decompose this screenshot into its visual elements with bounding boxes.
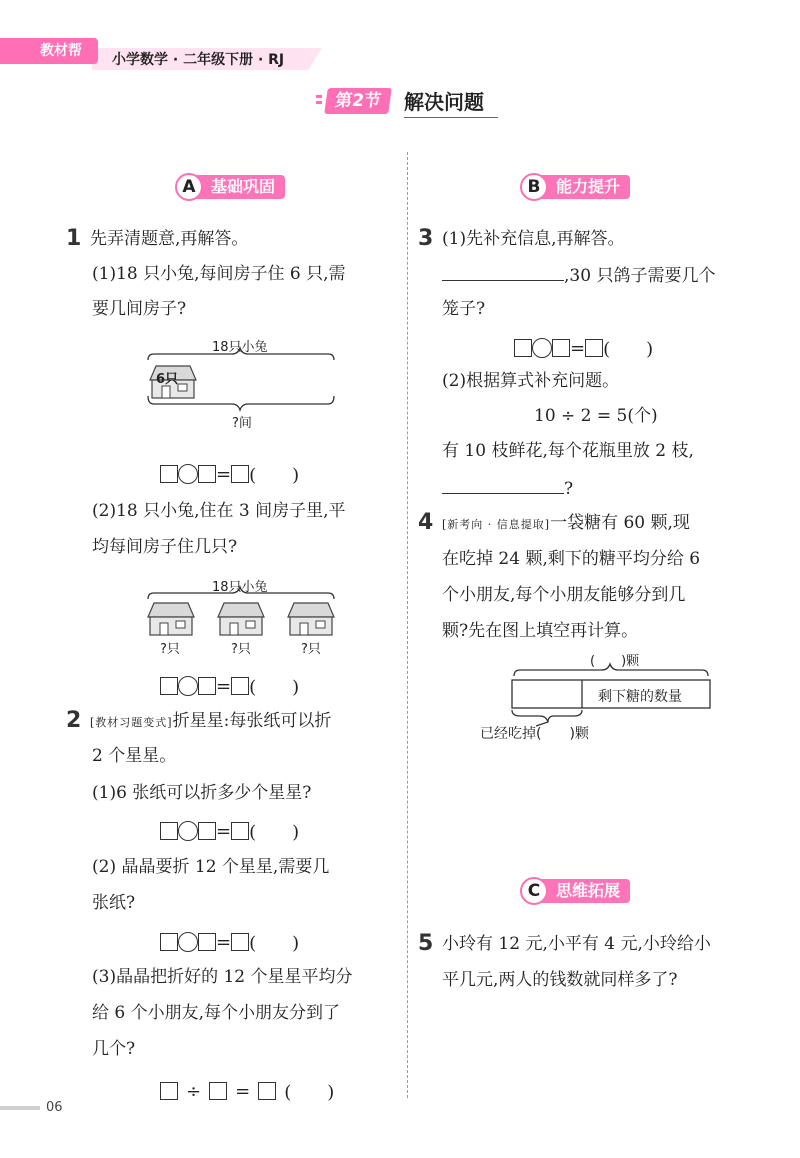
q1-p1-line1: (1)18 只小兔,每间房子住 6 只,需 xyxy=(92,264,346,284)
unit-paren[interactable]: ( ) xyxy=(249,465,300,486)
q2-p1-answer-template[interactable] xyxy=(160,818,299,844)
q3-line7-end: ? xyxy=(564,479,574,499)
q1-p2-line2: 均每间房子住几只? xyxy=(92,537,238,557)
q1-p2-answer-template[interactable] xyxy=(160,673,299,699)
q3-line2 xyxy=(442,263,715,287)
answer-box[interactable] xyxy=(231,677,249,695)
house-icon xyxy=(288,603,334,635)
q1-fig1-house-label: 6只 xyxy=(156,372,179,387)
answer-box[interactable] xyxy=(160,1082,178,1100)
q2-p3-line3: 几个? xyxy=(92,1039,136,1059)
answer-box[interactable] xyxy=(209,1082,227,1100)
q4-line2: 在吃掉 24 颗,剩下的糖平均分给 6 xyxy=(442,549,701,569)
q2-line1 xyxy=(90,710,331,734)
q1-fig2-top-label: 18只小兔 xyxy=(212,580,268,595)
part-b-heading xyxy=(520,172,645,202)
equals-sign: = xyxy=(235,1080,251,1102)
q1-fig2-label: ?只 xyxy=(231,642,251,657)
q3-equation: 10 ÷ 2 = 5(个) xyxy=(534,406,658,426)
q5-line2: 平几元,两人的钱数就同样多了? xyxy=(442,970,678,990)
section-badge: 第2节 xyxy=(324,88,392,114)
answer-box[interactable] xyxy=(514,339,532,357)
q1-fig1-bottom-label: ?间 xyxy=(232,416,252,431)
q4-fig-top-label: ( )颗 xyxy=(590,654,640,669)
q1-fig2-label: ?只 xyxy=(301,642,321,657)
section-title: 解决问题 xyxy=(404,86,498,118)
q3-line7 xyxy=(442,476,573,500)
answer-box[interactable] xyxy=(231,465,249,483)
q4-fig-right-label: 剩下糖的数量 xyxy=(598,689,682,705)
q1-p1-answer-template[interactable] xyxy=(160,461,299,487)
footer-bar xyxy=(0,1106,40,1110)
q4-line4: 颗?先在图上填空再计算。 xyxy=(442,621,639,641)
q1-fig2-label: ?只 xyxy=(160,642,180,657)
q4-line1 xyxy=(442,512,690,536)
q1-fig1-top-label: 18只小兔 xyxy=(212,340,268,355)
operator-circle[interactable] xyxy=(178,821,198,841)
q2-line1-text: 折星星:每张纸可以折 xyxy=(172,711,332,731)
q1-p1-line2: 要几间房子? xyxy=(92,299,187,319)
q2-p1: (1)6 张纸可以折多少个星星? xyxy=(92,783,312,803)
part-b-letter: B xyxy=(520,173,548,201)
answer-box[interactable] xyxy=(160,677,178,695)
part-a-title: 基础巩固 xyxy=(189,175,285,199)
q3-fill-blank-1[interactable] xyxy=(442,263,564,281)
answer-box[interactable] xyxy=(160,465,178,483)
q3-line6: 有 10 枝鲜花,每个花瓶里放 2 枝, xyxy=(442,441,694,461)
equals-sign: = xyxy=(216,463,232,485)
answer-box[interactable] xyxy=(585,339,603,357)
part-c-letter: C xyxy=(520,877,548,905)
unit-paren[interactable]: ( ) xyxy=(249,933,300,954)
answer-box[interactable] xyxy=(258,1082,276,1100)
answer-box[interactable] xyxy=(231,933,249,951)
q2-p3-answer-template[interactable] xyxy=(160,1078,334,1104)
q3-line2-text: ,30 只鸽子需要几个 xyxy=(564,266,716,286)
q1-p2-line1: (2)18 只小兔,住在 3 间房子里,平 xyxy=(92,501,346,521)
q1-intro: 先弄清题意,再解答。 xyxy=(90,229,249,249)
answer-box[interactable] xyxy=(198,822,216,840)
answer-box[interactable] xyxy=(552,339,570,357)
part-c-heading xyxy=(520,876,645,906)
operator-circle[interactable] xyxy=(178,676,198,696)
operator-circle[interactable] xyxy=(532,338,552,358)
part-c-title: 思维拓展 xyxy=(534,879,630,903)
unit-paren[interactable]: ( ) xyxy=(249,677,300,698)
q4-line1-text: 一袋糖有 60 颗,现 xyxy=(550,513,690,533)
house-icon xyxy=(218,603,264,635)
q2-tag: [教材习题变式] xyxy=(90,716,173,729)
q3-fill-blank-2[interactable] xyxy=(442,476,564,494)
header-badge: 教材帮 xyxy=(0,38,98,64)
answer-box[interactable] xyxy=(160,822,178,840)
part-a-letter: A xyxy=(175,173,203,201)
answer-box[interactable] xyxy=(198,465,216,483)
q3-line3: 笼子? xyxy=(442,299,486,319)
equals-sign: = xyxy=(216,675,232,697)
unit-paren[interactable]: ( ) xyxy=(603,339,654,360)
part-a-heading xyxy=(175,172,300,202)
q2-line2: 2 个星星。 xyxy=(92,746,177,766)
answer-box[interactable] xyxy=(231,822,249,840)
q4-tag: [新考向 · 信息提取] xyxy=(442,518,551,531)
division-sign: ÷ xyxy=(186,1080,202,1102)
q4-fig-bottom-label: 已经吃掉( )颗 xyxy=(480,726,589,742)
q2-p2-line2: 张纸? xyxy=(92,893,136,913)
q4-line3: 个小朋友,每个小朋友能够分到几 xyxy=(442,585,686,605)
answer-box[interactable] xyxy=(198,933,216,951)
q2-p3-line2: 给 6 个小朋友,每个小朋友分到了 xyxy=(92,1003,341,1023)
q4-number: 4 xyxy=(418,510,434,535)
q2-p2-line1: (2) 晶晶要折 12 个星星,需要几 xyxy=(92,857,330,877)
unit-paren[interactable]: ( ) xyxy=(284,1082,335,1103)
q3-answer-template[interactable] xyxy=(514,335,653,361)
operator-circle[interactable] xyxy=(178,464,198,484)
answer-box[interactable] xyxy=(160,933,178,951)
q5-number: 5 xyxy=(418,931,434,956)
equals-sign: = xyxy=(216,820,232,842)
q2-p2-answer-template[interactable] xyxy=(160,929,299,955)
q1-number: 1 xyxy=(66,226,82,251)
q5-line1: 小玲有 12 元,小平有 4 元,小玲给小 xyxy=(442,934,711,954)
equals-sign: = xyxy=(570,337,586,359)
q3-number: 3 xyxy=(418,226,434,251)
page-number: 06 xyxy=(46,1100,63,1115)
q3-p2: (2)根据算式补充问题。 xyxy=(442,371,620,391)
book-title: 小学数学 · 二年级下册 · RJ xyxy=(112,52,285,68)
answer-box[interactable] xyxy=(198,677,216,695)
q3-p1: (1)先补充信息,再解答。 xyxy=(442,229,625,249)
part-b-title: 能力提升 xyxy=(534,175,630,199)
unit-paren[interactable]: ( ) xyxy=(249,822,300,843)
house-icon xyxy=(148,603,194,635)
operator-circle[interactable] xyxy=(178,932,198,952)
equals-sign: = xyxy=(216,931,232,953)
column-divider xyxy=(407,152,408,1098)
section-decoration xyxy=(316,95,322,109)
q2-p3-line1: (3)晶晶把折好的 12 个星星平均分 xyxy=(92,967,353,987)
q2-number: 2 xyxy=(66,708,82,733)
